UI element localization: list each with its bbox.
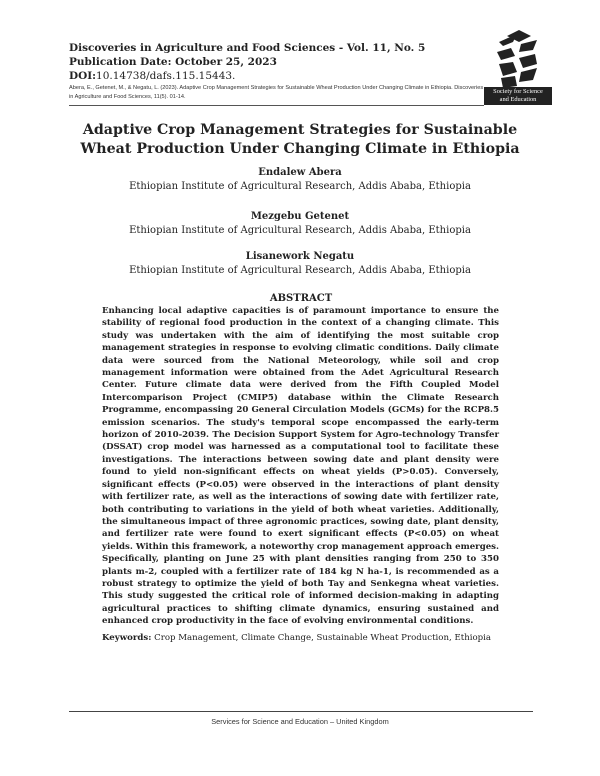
author-affiliation: Ethiopian Institute of Agricultural Research, Addis Ababa, Ethiopia: [129, 225, 471, 236]
keywords-label: Keywords:: [102, 633, 152, 643]
author-block: [60, 166, 540, 194]
publisher-footer: Services for Science and Education – United Kingdom: [211, 717, 389, 726]
abstract-body: Enhancing local adaptive capacities is of paramount importance to ensure the stability of regional food production in the context of a changing climate. This study was undertaken with the aim of identifying the most suitable crop management strategies in response to evolving climatic conditions. Daily climate data were sourced from the National Meteorology, while soil and crop management information were obtained from the Adet Agricultural Research Center. Future climate data were derived from the Fifth Coupled Model Intercomparison Project (CMIP5) database within the Climate Research Programme, encompassing 20 General Circulation Models (GCMs) for the RCP8.5 emission scenarios. The study's temporal scope encompassed the early-term horizon of 2010-2039. The Decision Support System for Agro-technology Transfer (DSSAT) crop model was harnessed as a computational tool to facilitate these investigations. The interactions between sowing date and plant density were found to yield non-significant effects on wheat yields (P>0.05). Conversely, significant effects (P<0.05) were observed in the interactions of plant density with fertilizer rate, as well as the interactions of sowing date with fertilizer rate, both contributing to variations in the yield of both wheat varieties. Additionally, the simultaneous impact of three agronomic practices, sowing date, plant density, and fertilizer rate were found to exert significant effects (P<0.05) on wheat yields. Within this framework, a noteworthy crop management approach emerges. Specifically, planting on June 25 with plant densities ranging from 250 to 350 plants m-2, coupled with a fertilizer rate of 184 kg N ha-1, is recommended as a robust strategy to optimize the yield of both Tay and Senkegna wheat varieties. This study suggested the critical role of informed decision-making in adapting agricultural practices to shifting climate dynamics, ensuring sustained and enhanced crop productivity in the face of evolving environmental conditions.: [102, 306, 499, 627]
author-name: Lisanework Negatu: [245, 251, 355, 262]
paper-title: Adaptive Crop Management Strategies for Sustainable Wheat Production Under Changing Climate in Ethiopia: [80, 122, 520, 157]
logo-caption-line1: Society for Science: [493, 88, 543, 95]
author-name: Mezgebu Getenet: [250, 211, 350, 222]
doi-link[interactable]: 10.14738/dafs.115.15443.: [96, 70, 236, 82]
author-affiliation: Ethiopian Institute of Agricultural Research, Addis Ababa, Ethiopia: [129, 265, 471, 276]
logo-caption-line2: and Education: [499, 95, 537, 103]
author-name: Endalew Abera: [258, 167, 342, 178]
keywords-list: Crop Management, Climate Change, Sustainable Wheat Production, Ethiopia: [154, 633, 492, 643]
author-block: [60, 250, 540, 278]
author-block: [60, 210, 540, 238]
publication-date: Publication Date: October 25, 2023: [69, 56, 277, 68]
citation-text: Abera, E., Getenet, M., & Negatu, L. (2023). Adaptive Crop Management Strategies for Sustainable Wheat Production Under Changing Climate in Ethiopia. Discoveries in Agriculture and Food Sciences, 11(5). 01-14.: [69, 85, 484, 100]
doi-line[interactable]: [69, 69, 479, 83]
header-divider: [69, 105, 484, 106]
footer-divider: [69, 711, 533, 712]
journal-name: Discoveries in Agriculture and Food Sciences - Vol. 11, No. 5: [69, 42, 426, 54]
author-affiliation: Ethiopian Institute of Agricultural Research, Addis Ababa, Ethiopia: [129, 181, 471, 192]
doi-label: DOI:: [69, 70, 97, 82]
abstract-heading: ABSTRACT: [269, 293, 333, 304]
logo-caption: [484, 87, 552, 105]
journal-header: [69, 41, 479, 83]
keywords-line: [102, 632, 522, 644]
